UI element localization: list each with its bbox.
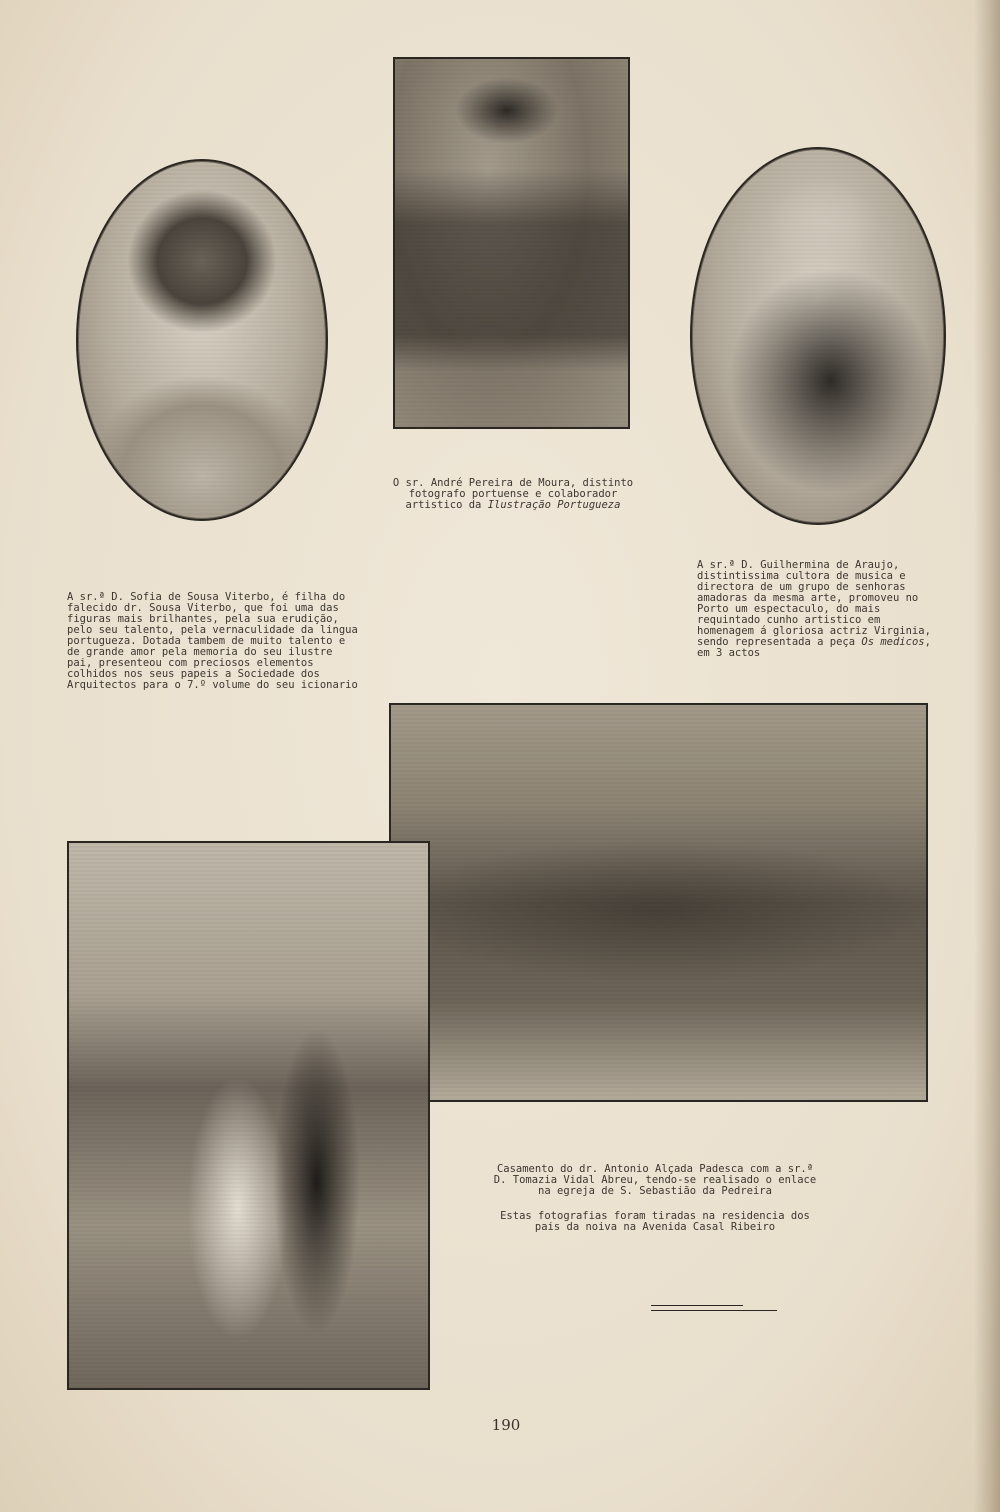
page-edge bbox=[974, 0, 1000, 1512]
photo-bride-and-groom bbox=[67, 841, 430, 1390]
caption-wedding-line2: Estas fotografias foram tiradas na residencia dos pais da noiva na Avenida Casal Ribeiro bbox=[500, 1210, 810, 1233]
caption-wedding bbox=[490, 1164, 820, 1233]
caption-sofia bbox=[67, 592, 359, 691]
caption-andre bbox=[389, 478, 637, 511]
photo-guilhermina-de-araujo bbox=[690, 147, 946, 525]
photo-sofia-viterbo bbox=[76, 159, 328, 521]
caption-sofia-text: A sr.ª D. Sofia de Sousa Viterbo, é filha do falecido dr. Sousa Viterbo, que foi uma das figuras mais brilhantes, pela sua erudição, pelo seu talento, pela vernaculidade da lingua portugueza. Dotada tambem de muito talento e de grande amor pela memoria do seu ilustre pai, presenteou com preciosos elementos colhidos nos seus papeis a Sociedade dos Arquitectos para o 7.º volume do seu icionario bbox=[67, 591, 358, 691]
caption-guilhermina-text: A sr.ª D. Guilhermina de Araujo, distintissima cultora de musica e directora de um grupo de senhoras amadoras da mesma arte, promoveu no Porto um espectaculo, do mais requintado cunho artistico em homenagem á gloriosa actriz Virginia, sendo representada a peça bbox=[697, 559, 931, 648]
caption-andre-text: O sr. André Pereira de Moura, distinto fotografo portuense e colaborador artistico da bbox=[392, 477, 634, 511]
caption-guilhermina-italic: Os medicos bbox=[861, 636, 925, 648]
divider-rule bbox=[651, 1305, 743, 1306]
photo-wedding-group bbox=[389, 703, 928, 1102]
caption-guilhermina-tail: , em 3 actos bbox=[697, 636, 931, 659]
caption-guilhermina bbox=[697, 560, 943, 659]
page-number: 190 bbox=[491, 1416, 521, 1434]
divider-rule bbox=[651, 1310, 777, 1311]
photo-andre-pereira-de-moura bbox=[393, 57, 630, 429]
caption-wedding-line1: Casamento do dr. Antonio Alçada Padesca com a sr.ª D. Tomazia Vidal Abreu, tendo-se realisado o enlace na egreja de S. Sebastião da Pedreira bbox=[493, 1163, 817, 1197]
caption-andre-italic: Ilustração Portugueza bbox=[487, 499, 621, 511]
